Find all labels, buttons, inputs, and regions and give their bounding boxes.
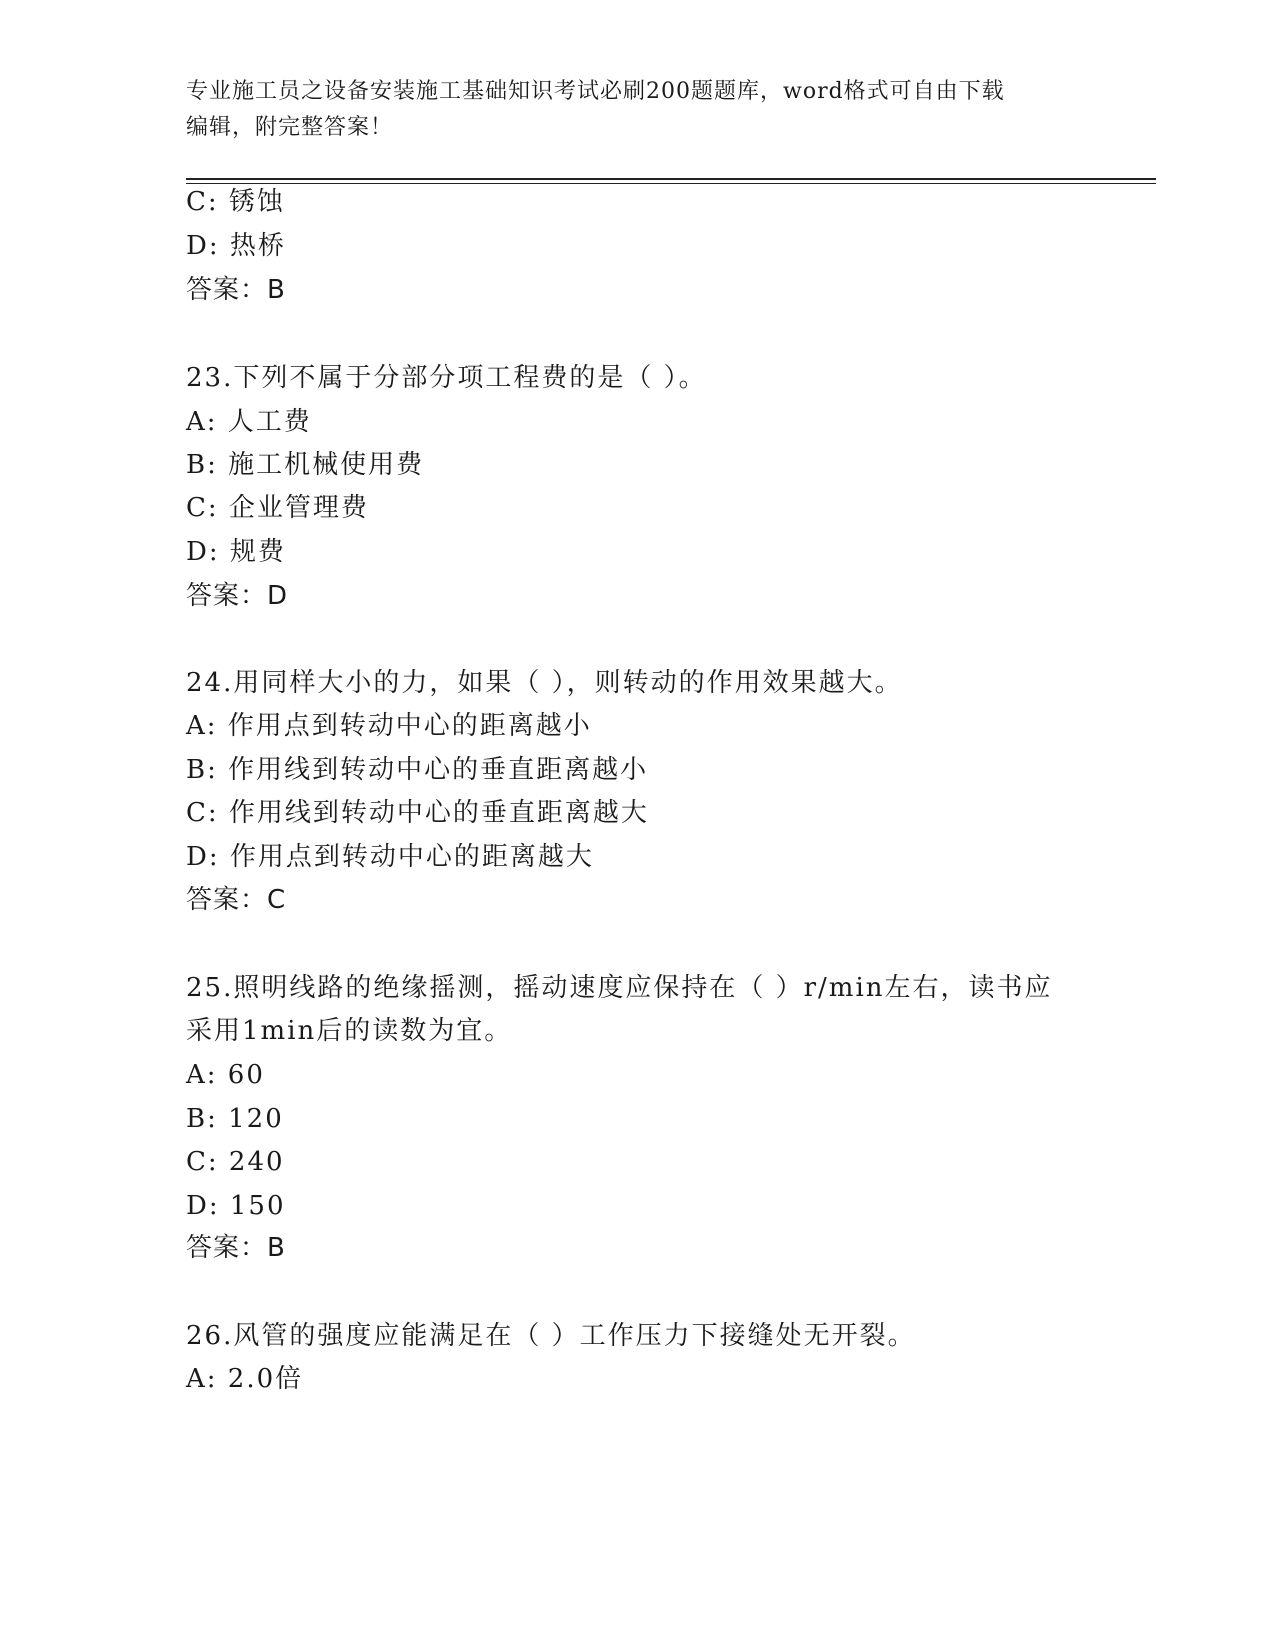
q24-option-a: A: 作用点到转动中心的距离越小 bbox=[186, 711, 592, 741]
q25-option-d: D: 150 bbox=[186, 1191, 286, 1221]
q25-option-c: C: 240 bbox=[186, 1147, 285, 1177]
q23-stem: 23.下列不属于分部分项工程费的是（ ）。 bbox=[186, 363, 707, 393]
q23-option-c: C: 企业管理费 bbox=[186, 493, 369, 523]
q26-option-a: A: 2.0倍 bbox=[186, 1364, 304, 1394]
q24-option-d: D: 作用点到转动中心的距离越大 bbox=[186, 842, 594, 872]
q25-answer: 答案：B bbox=[186, 1233, 286, 1263]
q25-option-a: A: 60 bbox=[186, 1060, 265, 1090]
q23-option-d: D: 规费 bbox=[186, 537, 286, 567]
q25-stem-line-2: 采用1min后的读数为宜。 bbox=[186, 1016, 513, 1046]
q25-stem-line-1: 25.照明线路的绝缘摇测，摇动速度应保持在（ ）r/min左右，读书应 bbox=[186, 973, 1053, 1003]
q24-stem: 24.用同样大小的力，如果（ ），则转动的作用效果越大。 bbox=[186, 668, 903, 698]
q25-option-b: B: 120 bbox=[186, 1104, 284, 1134]
document-header bbox=[186, 74, 1086, 146]
prev-option-d: D: 热桥 bbox=[186, 231, 286, 261]
q24-option-b: B: 作用线到转动中心的垂直距离越小 bbox=[186, 755, 649, 785]
header-divider bbox=[186, 178, 1156, 184]
prev-answer: 答案：B bbox=[186, 275, 286, 305]
q26-stem: 26.风管的强度应能满足在（ ）工作压力下接缝处无开裂。 bbox=[186, 1321, 916, 1351]
q23-option-b: B: 施工机械使用费 bbox=[186, 450, 425, 480]
q24-answer: 答案：C bbox=[186, 885, 287, 915]
header-title-line-1: 专业施工员之设备安装施工基础知识考试必刷200题题库，word格式可自由下载 bbox=[186, 79, 1005, 104]
q24-option-c: C: 作用线到转动中心的垂直距离越大 bbox=[186, 798, 649, 828]
prev-option-c: C: 锈蚀 bbox=[186, 187, 285, 217]
header-title-line-2: 编辑，附完整答案！ bbox=[186, 115, 394, 140]
q23-answer: 答案：D bbox=[186, 581, 289, 611]
q23-option-a: A: 人工费 bbox=[186, 407, 312, 437]
